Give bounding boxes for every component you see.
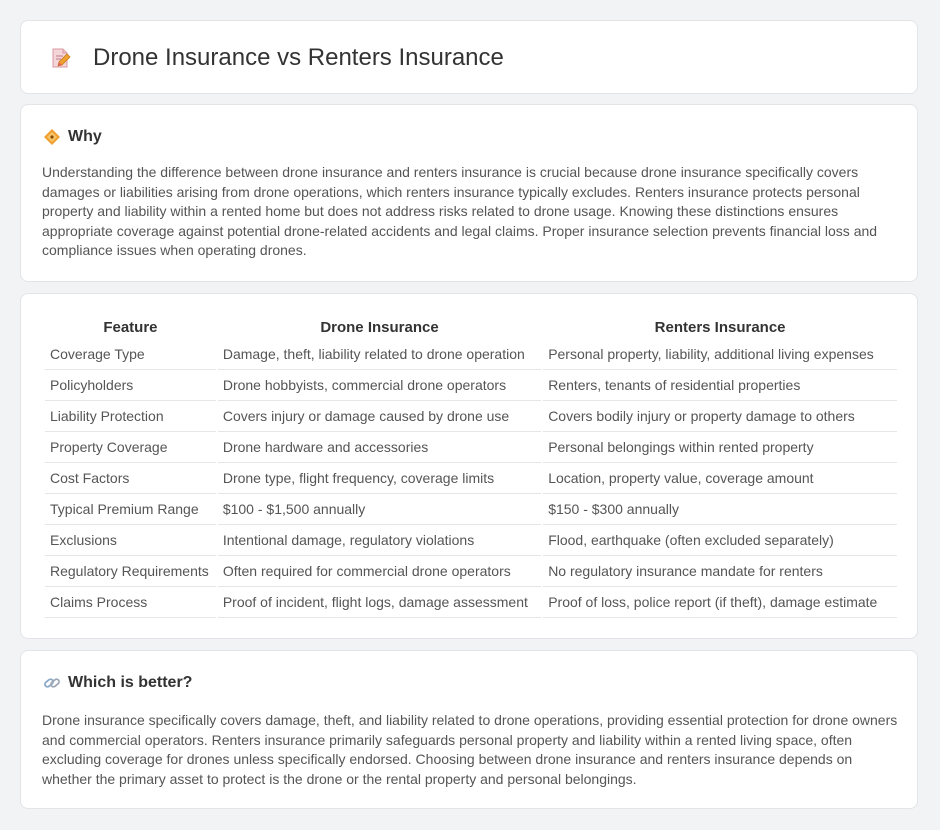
feature-cell: Cost Factors [45,463,216,494]
drone-cell: $100 - $1,500 annually [218,494,541,525]
comparison-table-card [20,293,918,639]
renters-cell: Flood, earthquake (often excluded separately) [543,525,897,556]
table-row [45,556,897,587]
table-row [45,463,897,494]
table-row [45,339,897,370]
memo-pencil-icon [48,46,72,70]
which-better-section [20,650,918,809]
renters-cell: Proof of loss, police report (if theft), damage estimate [543,587,897,618]
better-header [43,673,192,693]
better-title: Which is better? [68,674,193,691]
drone-cell: Drone hobbyists, commercial drone operators [218,370,541,401]
drone-cell: Covers injury or damage caused by drone use [218,401,541,432]
why-title: Why [68,128,102,145]
header-drone-insurance: Drone Insurance [320,318,439,336]
table-header-row [45,315,897,339]
table-row [45,587,897,618]
feature-cell: Property Coverage [45,432,216,463]
diamond-warning-icon [43,128,61,146]
title-card [20,20,918,94]
header-renters-insurance: Renters Insurance [654,318,786,336]
link-icon [43,674,61,692]
feature-cell: Coverage Type [45,339,216,370]
drone-cell: Proof of incident, flight logs, damage assessment [218,587,541,618]
renters-cell: Personal property, liability, additional living expenses [543,339,897,370]
why-header [43,127,102,147]
page-title: Drone Insurance vs Renters Insurance [93,44,504,71]
feature-cell: Policyholders [45,370,216,401]
renters-cell: $150 - $300 annually [543,494,897,525]
table-row [45,525,897,556]
why-text: Understanding the difference between drone insurance and renters insurance is crucial because drone insurance specifically covers damages or liabilities arising from drone operations, which renters insurance typically excludes. Renters insurance protects personal property and liability within a rented home but does not address risks related to drone usage. Knowing these distinctions ensures appropriate coverage against potential drone-related accidents and legal claims. Proper insurance selection prevents financial loss and compliance issues when operating drones. [42,164,878,259]
feature-cell: Exclusions [45,525,216,556]
drone-cell: Damage, theft, liability related to drone operation [218,339,541,370]
comparison-table [43,315,899,618]
drone-cell: Often required for commercial drone operators [218,556,541,587]
table-row [45,494,897,525]
drone-cell: Drone type, flight frequency, coverage limits [218,463,541,494]
better-text: Drone insurance specifically covers damage, theft, and liability related to drone operations, providing essential protection for drone owners and commercial operators. Renters insurance primarily safeguards personal property and liability within a rented living space, often excluding coverage for drones unless specifically endorsed. Choosing between drone insurance and renters insurance depends on whether the primary asset to protect is the drone or the rental property and personal belongings. [42,712,898,787]
table-row [45,401,897,432]
feature-cell: Claims Process [45,587,216,618]
table-row [45,432,897,463]
why-section [20,104,918,282]
feature-cell: Liability Protection [45,401,216,432]
feature-cell: Typical Premium Range [45,494,216,525]
renters-cell: Covers bodily injury or property damage to others [543,401,897,432]
renters-cell: Renters, tenants of residential properties [543,370,897,401]
renters-cell: Location, property value, coverage amount [543,463,897,494]
header-feature: Feature [103,318,158,336]
renters-cell: Personal belongings within rented property [543,432,897,463]
drone-cell: Drone hardware and accessories [218,432,541,463]
renters-cell: No regulatory insurance mandate for renters [543,556,897,587]
table-row [45,370,897,401]
drone-cell: Intentional damage, regulatory violations [218,525,541,556]
feature-cell: Regulatory Requirements [45,556,216,587]
